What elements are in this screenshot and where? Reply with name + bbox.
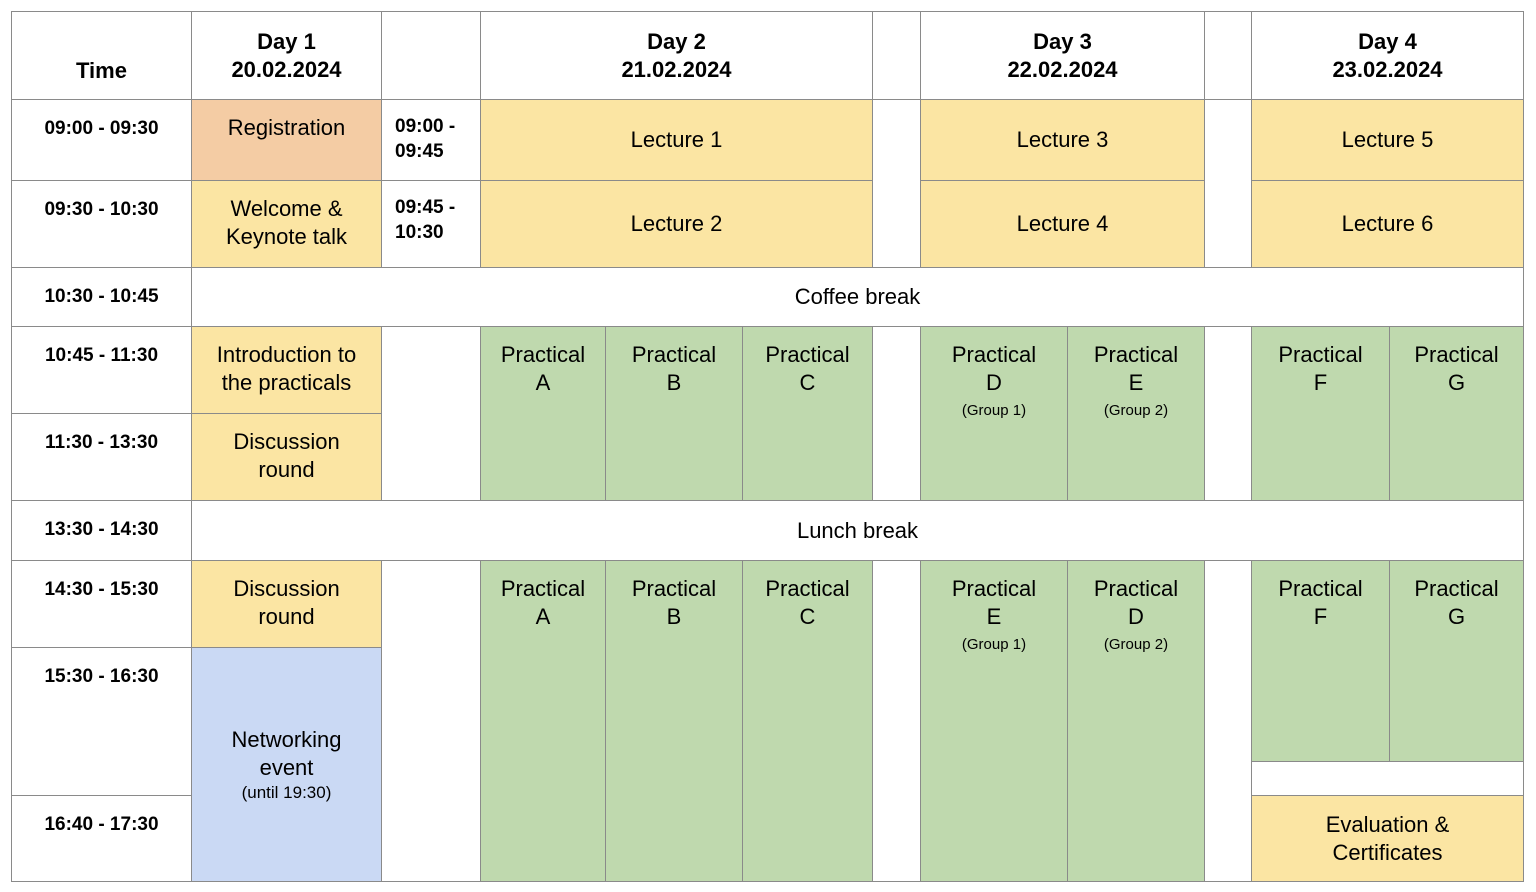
header-day4 bbox=[1251, 11, 1524, 100]
time-slot bbox=[11, 795, 192, 882]
practical-cell bbox=[1251, 560, 1390, 762]
time-label: 10:30 - 10:45 bbox=[44, 286, 159, 307]
discussion-round-pm-cell bbox=[191, 560, 382, 648]
practical-letter: E bbox=[986, 604, 1002, 629]
practical-word: Practical bbox=[1414, 576, 1499, 601]
day1-date: 20.02.2024 bbox=[231, 56, 342, 82]
separator-cell bbox=[872, 326, 921, 501]
lunch-break-label: Lunch break bbox=[796, 517, 919, 543]
discussion-pm-line1: Discussion bbox=[233, 576, 340, 601]
time-label: 11:30 - 13:30 bbox=[44, 432, 159, 453]
practical-word: Practical bbox=[765, 576, 850, 601]
day4-date: 23.02.2024 bbox=[1332, 56, 1443, 82]
evaluation-line1: Evaluation & bbox=[1325, 811, 1450, 837]
networking-line2: event bbox=[259, 754, 314, 780]
networking-note: (until 19:30) bbox=[241, 782, 332, 802]
time-label: 14:30 - 15:30 bbox=[44, 579, 159, 600]
alt-time-line1: 09:45 - bbox=[395, 197, 456, 218]
practical-cell bbox=[480, 326, 606, 501]
separator-cell bbox=[1204, 99, 1252, 268]
practical-letter: B bbox=[666, 604, 682, 629]
practical-word: Practical bbox=[631, 576, 717, 601]
alt-time-line2: 10:30 bbox=[395, 222, 444, 243]
discussion-pm-line2: round bbox=[258, 604, 315, 629]
practical-letter: G bbox=[1447, 370, 1466, 395]
day1-name: Day 1 bbox=[257, 28, 316, 54]
group-note: (Group 2) bbox=[1103, 402, 1169, 419]
practical-word: Practical bbox=[1093, 342, 1179, 367]
practical-letter: C bbox=[799, 604, 816, 629]
group-note: (Group 2) bbox=[1103, 636, 1169, 653]
separator-cell bbox=[872, 560, 921, 882]
intro-line2: the practicals bbox=[221, 370, 352, 395]
practical-letter: B bbox=[666, 370, 682, 395]
header-day3 bbox=[920, 11, 1205, 100]
day3-name: Day 3 bbox=[1033, 28, 1092, 54]
time-slot bbox=[11, 99, 192, 181]
time-slot bbox=[11, 326, 192, 414]
group-note: (Group 1) bbox=[961, 402, 1027, 419]
time-slot bbox=[11, 180, 192, 268]
header-blank-3 bbox=[1204, 11, 1252, 100]
lecture-label: Lecture 1 bbox=[630, 127, 723, 152]
time-label: 09:00 - 09:30 bbox=[44, 118, 159, 139]
blank-cell bbox=[381, 560, 481, 882]
lunch-break-row bbox=[191, 500, 1524, 561]
time-label: 15:30 - 16:30 bbox=[44, 666, 159, 687]
lecture-cell bbox=[1251, 99, 1524, 181]
practical-word: Practical bbox=[500, 342, 586, 367]
practical-word: Practical bbox=[1093, 576, 1179, 601]
registration-cell bbox=[191, 99, 382, 181]
time-slot bbox=[11, 500, 192, 561]
header-time-label: Time bbox=[76, 58, 127, 83]
time-label: 13:30 - 14:30 bbox=[44, 519, 159, 540]
time-slot bbox=[11, 647, 192, 796]
day3-date: 22.02.2024 bbox=[1007, 56, 1118, 82]
practical-letter: D bbox=[986, 370, 1002, 395]
practical-word: Practical bbox=[1414, 342, 1499, 367]
practical-word: Practical bbox=[500, 576, 586, 601]
lecture-label: Lecture 2 bbox=[630, 211, 723, 236]
evaluation-certificates-cell bbox=[1251, 795, 1524, 882]
welcome-line2: Keynote talk bbox=[225, 224, 348, 249]
alt-time-line1: 09:00 - bbox=[395, 116, 456, 137]
practical-letter: A bbox=[535, 604, 551, 629]
practical-word: Practical bbox=[951, 576, 1037, 601]
practical-word: Practical bbox=[1278, 576, 1363, 601]
alt-time-slot bbox=[381, 99, 481, 181]
alt-time-slot bbox=[381, 180, 481, 268]
day2-date: 21.02.2024 bbox=[621, 56, 732, 82]
practical-letter: E bbox=[1128, 370, 1144, 395]
intro-line1: Introduction to bbox=[216, 342, 357, 367]
registration-label: Registration bbox=[227, 115, 346, 140]
practical-letter: A bbox=[535, 370, 551, 395]
intro-practicals-cell bbox=[191, 326, 382, 414]
practical-word: Practical bbox=[631, 342, 717, 367]
practical-word: Practical bbox=[1278, 342, 1363, 367]
lecture-label: Lecture 4 bbox=[1016, 211, 1109, 236]
day4-name: Day 4 bbox=[1358, 28, 1417, 54]
group-note: (Group 1) bbox=[961, 636, 1027, 653]
coffee-break-row bbox=[191, 267, 1524, 327]
practical-letter: D bbox=[1128, 604, 1144, 629]
practical-cell bbox=[920, 326, 1068, 501]
time-slot bbox=[11, 560, 192, 648]
lecture-label: Lecture 6 bbox=[1341, 211, 1434, 236]
practical-letter: C bbox=[799, 370, 816, 395]
practical-cell bbox=[1389, 560, 1524, 762]
time-label: 16:40 - 17:30 bbox=[44, 814, 159, 835]
lecture-cell bbox=[1251, 180, 1524, 268]
practical-word: Practical bbox=[951, 342, 1037, 367]
lecture-cell bbox=[480, 99, 873, 181]
practical-cell bbox=[480, 560, 606, 882]
practical-cell bbox=[605, 560, 743, 882]
separator-cell bbox=[872, 99, 921, 268]
practical-cell bbox=[920, 560, 1068, 882]
lecture-cell bbox=[920, 99, 1205, 181]
practical-cell bbox=[1067, 560, 1205, 882]
lecture-label: Lecture 5 bbox=[1341, 127, 1434, 152]
lecture-cell bbox=[920, 180, 1205, 268]
day2-name: Day 2 bbox=[647, 28, 706, 54]
practical-cell bbox=[605, 326, 743, 501]
practical-letter: F bbox=[1313, 370, 1328, 395]
discussion-round-am-cell bbox=[191, 413, 382, 501]
practical-cell bbox=[1251, 326, 1390, 501]
practical-letter: G bbox=[1447, 604, 1466, 629]
alt-time-line2: 09:45 bbox=[395, 141, 444, 162]
separator-cell bbox=[1204, 326, 1252, 501]
discussion-am-line2: round bbox=[258, 457, 315, 482]
practical-cell bbox=[1067, 326, 1205, 501]
lecture-cell bbox=[480, 180, 873, 268]
practical-cell bbox=[742, 560, 873, 882]
practical-word: Practical bbox=[765, 342, 850, 367]
blank-cell bbox=[1251, 761, 1524, 796]
separator-cell bbox=[1204, 560, 1252, 882]
practical-letter: F bbox=[1313, 604, 1328, 629]
header-day1 bbox=[191, 11, 382, 100]
time-slot bbox=[11, 413, 192, 501]
practical-cell bbox=[1389, 326, 1524, 501]
time-label: 10:45 - 11:30 bbox=[44, 345, 159, 366]
lecture-label: Lecture 3 bbox=[1016, 127, 1109, 152]
networking-line1: Networking bbox=[231, 726, 342, 752]
networking-event-cell bbox=[191, 647, 382, 882]
time-label: 09:30 - 10:30 bbox=[44, 199, 159, 220]
evaluation-line2: Certificates bbox=[1332, 839, 1443, 865]
blank-cell bbox=[381, 326, 481, 501]
time-slot bbox=[11, 267, 192, 327]
header-blank-2 bbox=[872, 11, 921, 100]
header-time bbox=[11, 11, 192, 100]
header-blank-1 bbox=[381, 11, 481, 100]
header-day2 bbox=[480, 11, 873, 100]
discussion-am-line1: Discussion bbox=[233, 429, 340, 454]
practical-cell bbox=[742, 326, 873, 501]
coffee-break-label: Coffee break bbox=[794, 284, 921, 309]
welcome-line1: Welcome & bbox=[230, 196, 343, 221]
welcome-keynote-cell bbox=[191, 180, 382, 268]
